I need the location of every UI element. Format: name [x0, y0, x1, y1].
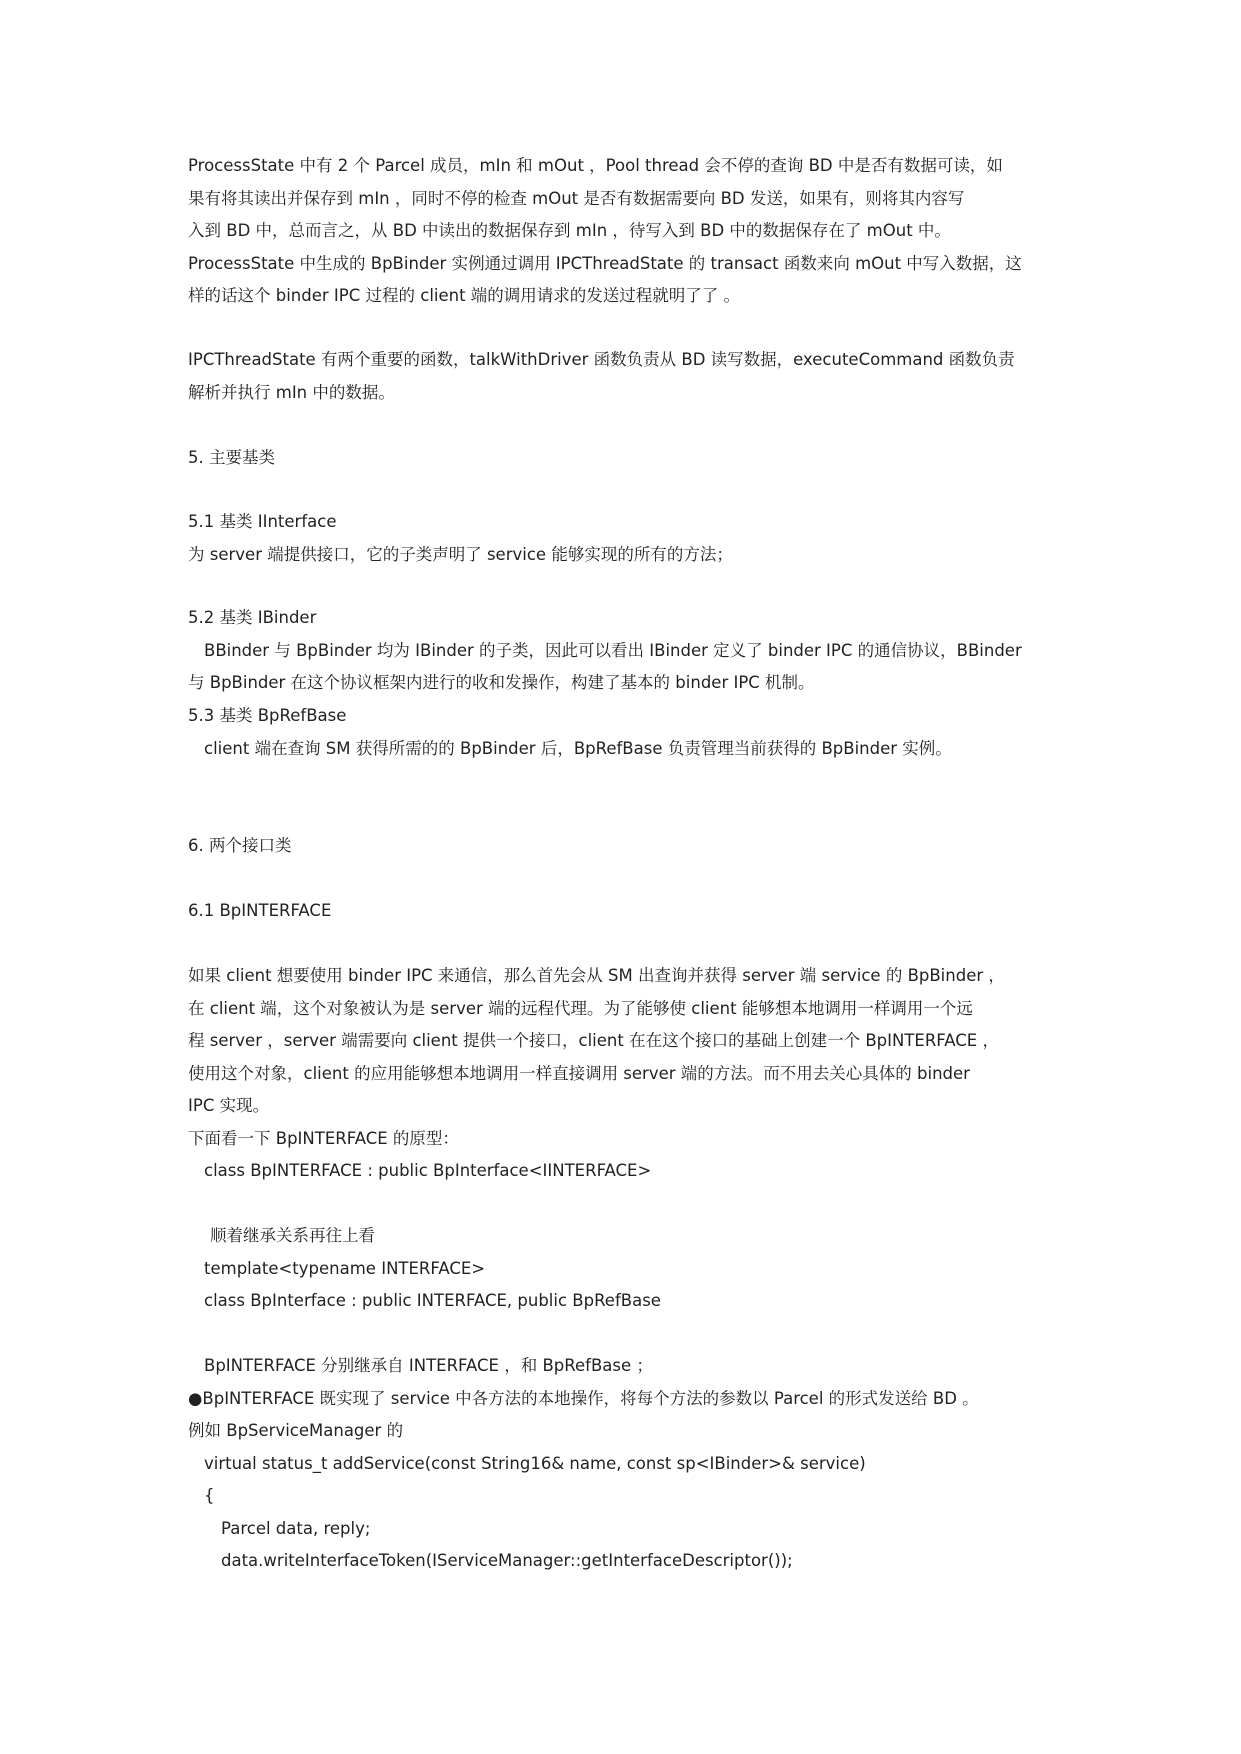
text-line: 与 BpBinder 在这个协议框架内进行的收和发操作，构建了基本的 binder IPC 机制。: [188, 673, 815, 692]
text-line: ProcessState 中有 2 个 Parcel 成员，mIn 和 mOut ，Pool thread 会不停的查询 BD 中是否有数据可读，如: [188, 156, 1003, 175]
text-line: 解析并执行 mIn 中的数据。: [188, 382, 395, 402]
code-line: virtual status_t addService(const String16& name, const sp<IBinder>& service): [204, 1453, 866, 1473]
subsection-title: 5.1 基类 IInterface: [188, 512, 337, 531]
text-line: 在 client 端，这个对象被认为是 server 端的远程代理。为了能够使 client 能够想本地调用一样调用一个远: [188, 998, 973, 1018]
text-line: 顺着继承关系再往上看: [210, 1226, 375, 1245]
text-line: 下面看一下 BpINTERFACE 的原型：: [188, 1128, 459, 1148]
inheritance-note: [188, 1220, 1052, 1318]
text-line: BpINTERFACE 分别继承自 INTERFACE ，和 BpRefBase ；: [204, 1356, 653, 1375]
text-line: BBinder 与 BpBinder 均为 IBinder 的子类，因此可以看出 IBinder 定义了 binder IPC 的通信协议，BBinder: [204, 640, 1022, 660]
code-line: {: [204, 1486, 215, 1505]
heading-text: 6. 两个接口类: [188, 836, 292, 855]
paragraph-ipcthreadstate: [188, 344, 1052, 409]
section-heading-5: [188, 442, 1052, 475]
subsection-6-1-title: [188, 895, 1052, 928]
text-line: client 端在查询 SM 获得所需的的 BpBinder 后，BpRefBase 负责管理当前获得的 BpBinder 实例。: [204, 738, 952, 758]
paragraph-bpinterface: [188, 960, 1052, 1188]
paragraph-processstate: [188, 150, 1052, 313]
text-line: ProcessState 中生成的 BpBinder 实例通过调用 IPCThreadState 的 transact 函数来向 mOut 中写入数据，这: [188, 253, 1022, 273]
text-line: 使用这个对象，client 的应用能够想本地调用一样直接调用 server 端的方法。而不用去关心具体的 binder: [188, 1063, 970, 1083]
text-line: 如果 client 想要使用 binder IPC 来通信，那么首先会从 SM 出查询并获得 server 端 service 的 BpBinder ，: [188, 966, 1005, 985]
section-heading-6: [188, 830, 1052, 863]
bpinterface-details: [188, 1350, 1052, 1578]
text-line: IPCThreadState 有两个重要的函数，talkWithDriver 函数负责从 BD 读写数据，executeCommand 函数负责: [188, 350, 1015, 369]
text-line: 例如 BpServiceManager 的: [188, 1421, 404, 1440]
text-line: 果有将其读出并保存到 mIn ，同时不停的检查 mOut 是否有数据需要向 BD 发送，如果有，则将其内容写: [188, 188, 965, 208]
heading-text: 5. 主要基类: [188, 448, 275, 467]
subsection-5-3: [188, 700, 1052, 765]
subsection-5-2: [188, 602, 1052, 700]
code-line: data.writeInterfaceToken(IServiceManager::getInterfaceDescriptor());: [221, 1551, 793, 1570]
text-line: 为 server 端提供接口，它的子类声明了 service 能够实现的所有的方法；: [188, 544, 733, 564]
subsection-title: 6.1 BpINTERFACE: [188, 901, 332, 920]
code-line: class BpInterface : public INTERFACE, public BpRefBase: [204, 1291, 661, 1310]
subsection-title: 5.3 基类 BpRefBase: [188, 706, 347, 725]
text-line: 入到 BD 中，总而言之，从 BD 中读出的数据保存到 mIn ，待写入到 BD 中的数据保存在了 mOut 中。: [188, 221, 951, 240]
text-line: 样的话这个 binder IPC 过程的 client 端的调用请求的发送过程就明了了 。: [188, 286, 741, 305]
code-line: template<typename INTERFACE>: [204, 1258, 486, 1278]
text-line: 程 server ，server 端需要向 client 提供一个接口，client 在在这个接口的基础上创建一个 BpINTERFACE ，: [188, 1031, 999, 1050]
code-line: class BpINTERFACE : public BpInterface<IINTERFACE>: [204, 1161, 652, 1180]
code-line: Parcel data, reply;: [221, 1518, 371, 1538]
subsection-title: 5.2 基类 IBinder: [188, 608, 317, 627]
text-line: IPC 实现。: [188, 1096, 270, 1115]
subsection-5-1: [188, 506, 1052, 571]
bullet-line: ●BpINTERFACE 既实现了 service 中各方法的本地操作，将每个方法的参数以 Parcel 的形式发送给 BD 。: [188, 1388, 979, 1408]
